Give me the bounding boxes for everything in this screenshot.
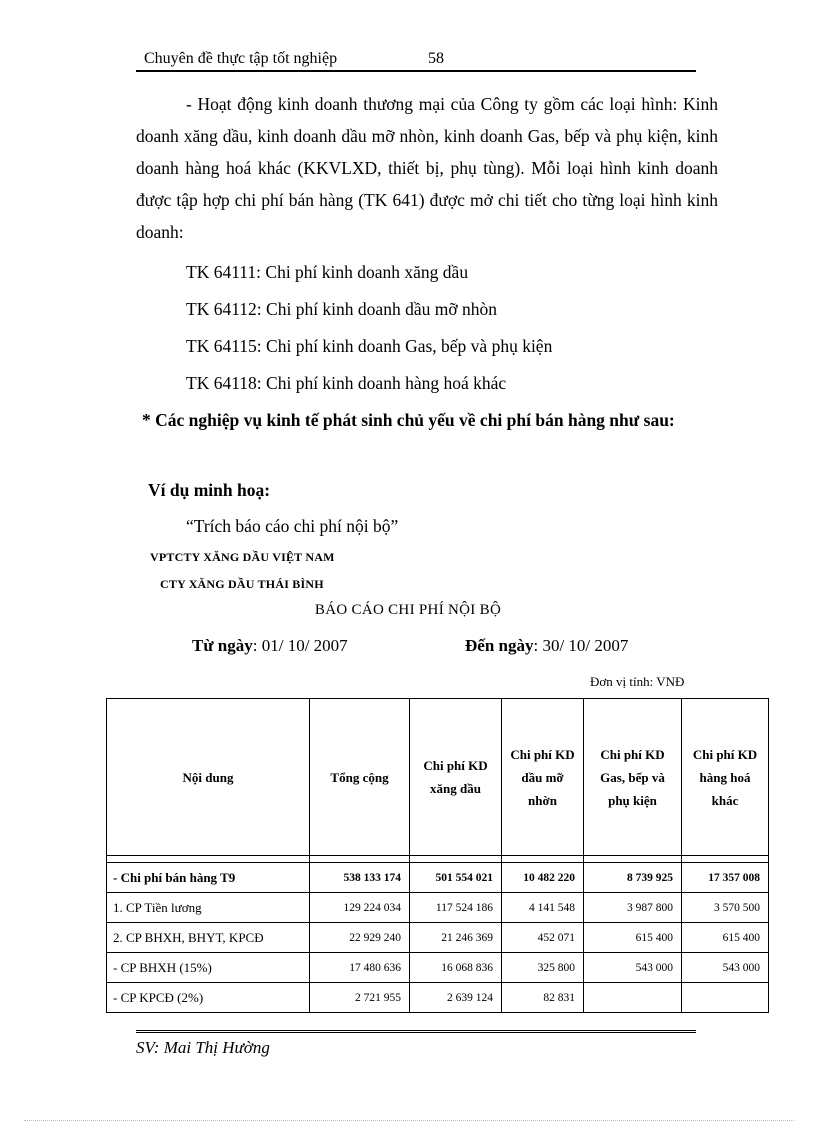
date-to	[465, 636, 628, 656]
from-date: : 01/ 10/ 2007	[252, 636, 348, 655]
table-row	[107, 863, 769, 893]
cell-other: 17 357 008	[682, 863, 769, 893]
column-header: Chi phí KD hàng hoá khác	[682, 699, 769, 856]
column-header: Nội dung	[107, 699, 310, 856]
cell-total: 538 133 174	[310, 863, 410, 893]
section-heading: * Các nghiệp vụ kinh tế phát sinh chủ yếu về chi phí bán hàng như sau:	[142, 410, 675, 430]
cell-total: 2 721 955	[310, 983, 410, 1013]
document-title: Chuyên đề thực tập tốt nghiệp	[144, 50, 338, 67]
page-header	[136, 48, 696, 72]
date-from	[192, 636, 348, 656]
to-date: : 30/ 10/ 2007	[533, 636, 629, 655]
cell-gas: 3 987 800	[584, 893, 682, 923]
tk-line: TK 64115: Chi phí kinh doanh Gas, bếp và phụ kiện	[186, 336, 553, 356]
paragraph-business-types: - Hoạt động kinh doanh thương mại của Công ty gồm các loại hình: Kinh doanh xăng dầu, kinh doanh dầu mỡ nhòn, kinh doanh Gas, bếp và phụ kiện, kinh doanh hàng hoá khác (KKVLXD, thiết bị, phụ tùng). Mỗi loại hình kinh doanh được tập hợp chi phí bán hàng (TK 641) được mở chi tiết cho từng loại hình kinh doanh:	[136, 94, 718, 242]
column-header: Tổng cộng	[310, 699, 410, 856]
cell-other: 543 000	[682, 953, 769, 983]
row-label: - CP KPCĐ (2%)	[107, 983, 310, 1013]
page-bottom-border	[24, 1120, 794, 1121]
cell-other: 3 570 500	[682, 893, 769, 923]
row-label: - Chi phí bán hàng T9	[107, 863, 310, 893]
cell-fuel: 117 524 186	[410, 893, 502, 923]
cell-fuel: 2 639 124	[410, 983, 502, 1013]
report-title: BÁO CÁO CHI PHÍ NỘI BỘ	[314, 602, 502, 618]
cell-lubricant: 4 141 548	[502, 893, 584, 923]
table-row	[107, 893, 769, 923]
example-label: Ví dụ minh hoạ:	[148, 480, 271, 500]
tk-line: TK 64112: Chi phí kinh doanh dầu mỡ nhòn	[186, 299, 497, 319]
to-label: Đến ngày	[465, 636, 534, 655]
footer-divider	[136, 1030, 696, 1033]
cell-lubricant: 10 482 220	[502, 863, 584, 893]
cell-fuel: 501 554 021	[410, 863, 502, 893]
spacer-row	[107, 856, 769, 863]
cell-gas: 543 000	[584, 953, 682, 983]
cell-lubricant: 325 800	[502, 953, 584, 983]
cell-gas	[584, 983, 682, 1013]
cell-total: 22 929 240	[310, 923, 410, 953]
column-header: Chi phí KD xăng dầu	[410, 699, 502, 856]
cell-fuel: 21 246 369	[410, 923, 502, 953]
quote-line: “Trích báo cáo chi phí nội bộ”	[186, 516, 399, 536]
row-label: 2. CP BHXH, BHYT, KPCĐ	[107, 923, 310, 953]
cell-total: 17 480 636	[310, 953, 410, 983]
cell-other	[682, 983, 769, 1013]
unit-label: Đơn vị tính: VNĐ	[590, 674, 685, 689]
cell-gas: 615 400	[584, 923, 682, 953]
cell-lubricant: 452 071	[502, 923, 584, 953]
table-row	[107, 983, 769, 1013]
org-line-1: VPTCTY XĂNG DẦU VIỆT NAM	[150, 550, 335, 564]
row-label: 1. CP Tiền lương	[107, 893, 310, 923]
cell-lubricant: 82 831	[502, 983, 584, 1013]
table-header-row	[107, 699, 769, 856]
org-line-2: CTY XĂNG DẦU THÁI BÌNH	[160, 577, 324, 591]
table-row	[107, 953, 769, 983]
cell-fuel: 16 068 836	[410, 953, 502, 983]
cell-gas: 8 739 925	[584, 863, 682, 893]
tk-line: TK 64118: Chi phí kinh doanh hàng hoá khác	[186, 373, 507, 393]
report-table	[106, 698, 769, 1013]
row-label: - CP BHXH (15%)	[107, 953, 310, 983]
table-row	[107, 923, 769, 953]
from-label: Từ ngày	[192, 636, 253, 655]
footer-student: SV: Mai Thị Hường	[136, 1038, 270, 1057]
page-number: 58	[428, 50, 444, 67]
cell-other: 615 400	[682, 923, 769, 953]
column-header: Chi phí KD Gas, bếp và phụ kiện	[584, 699, 682, 856]
tk-line: TK 64111: Chi phí kinh doanh xăng dầu	[186, 262, 469, 282]
cell-total: 129 224 034	[310, 893, 410, 923]
column-header: Chi phí KD dầu mỡ nhờn	[502, 699, 584, 856]
